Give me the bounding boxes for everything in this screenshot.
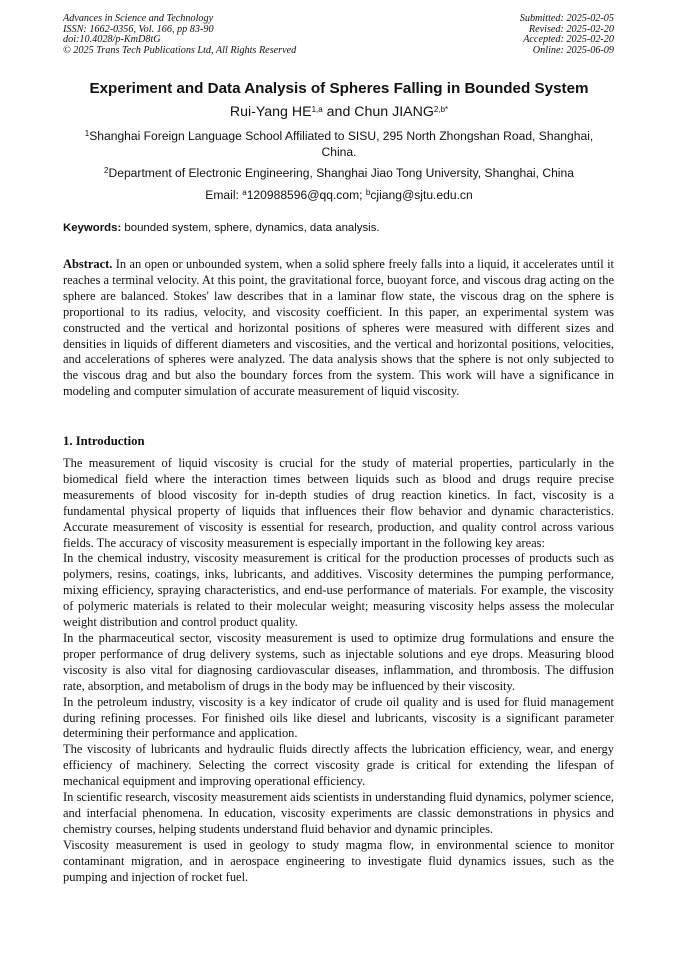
intro-paragraph: The viscosity of lubricants and hydraulic fluids directly affects the lubrication efficiency, wear, and energy efficiency of machinery. Selecting the correct viscosity grade is critical for extending the lifespan of mechanical equipment and improving operational efficiency. <box>63 742 614 789</box>
keywords-label: Keywords: <box>63 222 122 234</box>
author-1-sup: 1,a <box>311 105 323 114</box>
section-heading-introduction: 1. Introduction <box>63 434 145 448</box>
email-a[interactable]: 120988596@qq.com; <box>246 188 366 202</box>
intro-paragraph: Viscosity measurement is used in geology to study magma flow, in environmental science to monitor contaminant migration, and in aerospace engineering to investigate fluid dynamics issues, such as the pumping and injection of rocket fuel. <box>63 837 614 884</box>
accepted-date: Accepted: 2025-02-20 <box>523 34 614 46</box>
copyright-line: © 2025 Trans Tech Publications Ltd, All Rights Reserved <box>63 44 297 56</box>
email-a-sup: a <box>242 188 247 197</box>
issn-line: ISSN: 1662-0356, Vol. 166, pp 83-90 <box>63 23 214 35</box>
introduction-body <box>63 456 614 885</box>
intro-paragraph: In the chemical industry, viscosity measurement is critical for the production processes of products such as polymers, resins, coatings, inks, lubricants, and additives. Viscosity determines the pumping performance, mixing efficiency, spraying characteristics, and end-use performance of materials. For example, the viscosity of polymeric materials is related to their molecular weight; measuring viscosity helps assess the molecular weight distribution and control product quality. <box>63 551 614 630</box>
doi-line: doi:10.4028/p-KmD8tG <box>63 34 161 46</box>
intro-paragraph: The measurement of liquid viscosity is crucial for the study of material properties, particularly in the biomedical field where the interaction times between liquids such as blood and drugs require precise measurements of blood viscosity for in-depth studies of drug reaction kinetics. In fact, viscosity is a fundamental physical property of liquids that influences their flow behavior and dynamic characteristics. Accurate measurement of viscosity is essential for research, production, and quality control across various fields. The accuracy of viscosity measurement is especially important in the following key areas: <box>63 456 614 550</box>
affiliation-2-text: Department of Electronic Engineering, Shanghai Jiao Tong University, Shanghai, China <box>108 166 574 180</box>
author-1: Rui-Yang HE <box>229 104 312 120</box>
author-2-sup: 2,b* <box>433 105 449 114</box>
affiliation-2 <box>72 165 606 181</box>
keywords <box>63 222 618 234</box>
abstract-text: In an open or unbounded system, when a solid sphere freely falls into a liquid, it accelerates until it reaches a terminal velocity. At this point, the gravitational force, buoyant force, and viscous drag acting on the sphere are balanced. Stokes' law describes that in a laminar flow state, the viscous drag on the sphere is proportional to its radius, velocity, and viscosity coefficient. In this paper, an experimental system was constructed and the vertical and horizontal positions of spheres were measured with different sizes and densities in liquids of different diameters and viscosities, and the vertical and horizontal positions, velocities, and accelerations of spheres were analyzed. The data analysis shows that the sphere is not only subjected to the viscous drag and but also the boundary forces from the system. This work will have a significance in modeling and computer simulation of accurate measurement of liquid viscosity. <box>63 257 614 399</box>
submitted-date: Submitted: 2025-02-05 <box>519 13 614 24</box>
keywords-text: bounded system, sphere, dynamics, data analysis. <box>121 222 380 234</box>
revised-date: Revised: 2025-02-20 <box>528 23 614 35</box>
affiliation-1-sup: 1 <box>84 129 90 138</box>
abstract-label: Abstract. <box>63 257 113 271</box>
email-b[interactable]: cjiang@sjtu.edu.cn <box>370 188 473 202</box>
email-label: Email: <box>205 188 243 202</box>
journal-name: Advances in Science and Technology <box>63 13 214 24</box>
author-line <box>30 104 648 120</box>
affiliation-1-text: Shanghai Foreign Language School Affiliated to SISU, 295 North Zhongshan Road, Shanghai, China. <box>89 129 594 159</box>
intro-paragraph: In the petroleum industry, viscosity is a key indicator of crude oil quality and is used for fluid management during refining processes. For finished oils like diesel and lubricants, viscosity is a significant parameter determining their performance and application. <box>63 694 614 741</box>
online-date: Online: 2025-06-09 <box>532 44 614 56</box>
author-2: Chun JIANG <box>354 104 434 120</box>
intro-paragraph: In scientific research, viscosity measurement aids scientists in understanding fluid dynamics, polymer science, and interfacial phenomena. In education, viscosity experiments are classic demonstrations in physics and chemistry courses, helping students understand fluid behavior and dynamic principles. <box>63 790 614 836</box>
email-b-sup: b <box>365 188 371 197</box>
abstract <box>63 257 614 400</box>
journal-info <box>63 14 296 56</box>
publication-dates <box>520 14 614 56</box>
intro-paragraph: In the pharmaceutical sector, viscosity measurement is used to optimize drug formulations and ensure the proper performance of drug delivery systems, such as injectable solutions and eye drops. Measuring blood viscosity is also vital for diagnosing cardiovascular diseases, inflammation, and thrombosis. The diffusion rate, absorption, and metabolism of drugs in the body may be influenced by their viscosity. <box>63 630 614 693</box>
author-conjunction: and <box>322 104 355 120</box>
paper-title: Experiment and Data Analysis of Spheres Falling in Bounded System <box>89 80 589 97</box>
email-line <box>30 188 648 202</box>
affiliation-2-sup: 2 <box>104 166 109 175</box>
affiliation-1 <box>72 128 606 160</box>
